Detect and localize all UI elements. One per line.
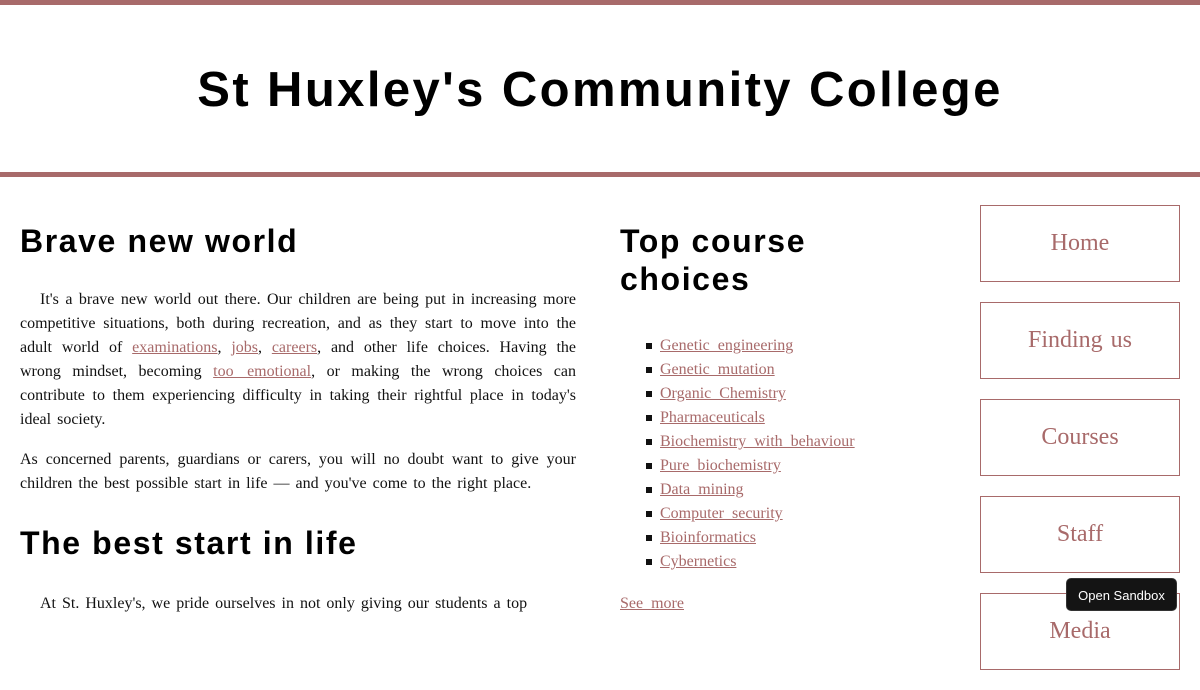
course-list-item bbox=[660, 358, 920, 382]
site-header bbox=[0, 5, 1200, 177]
side-navigation bbox=[980, 205, 1180, 690]
parents-paragraph: As concerned parents, guardians or carers, you will no doubt want to give your children the best possible start in life — and you've come to the right place. bbox=[20, 451, 576, 492]
link-jobs[interactable]: jobs bbox=[231, 339, 258, 356]
open-sandbox-button[interactable]: Open Sandbox bbox=[1066, 578, 1177, 611]
course-list-item bbox=[660, 502, 920, 526]
course-link-pharmaceuticals[interactable]: Pharmaceuticals bbox=[660, 409, 765, 426]
course-choices-heading: Top course choices bbox=[620, 223, 807, 297]
square-bullet-icon bbox=[646, 487, 652, 493]
nav-button-staff[interactable]: Staff bbox=[980, 496, 1180, 573]
course-list-item bbox=[660, 430, 920, 454]
link-careers[interactable]: careers bbox=[271, 339, 318, 356]
course-link-computer-security[interactable]: Computer security bbox=[660, 505, 783, 522]
intro-text-3: , bbox=[257, 339, 272, 356]
course-link-cybernetics[interactable]: Cybernetics bbox=[660, 553, 737, 570]
square-bullet-icon bbox=[646, 391, 652, 397]
course-list-item bbox=[660, 334, 920, 358]
course-link-genetic-mutation[interactable]: Genetic mutation bbox=[660, 361, 775, 378]
section-heading-best-start: The best start in life bbox=[20, 525, 358, 561]
course-list-item bbox=[660, 526, 920, 550]
link-too-emotional[interactable]: too emotional bbox=[213, 363, 312, 380]
course-list-item bbox=[660, 478, 920, 502]
site-title: St Huxley's Community College bbox=[197, 63, 1003, 117]
link-examinations[interactable]: examinations bbox=[132, 339, 218, 356]
course-link-biochemistry-with-behaviour[interactable]: Biochemistry with behaviour bbox=[660, 433, 855, 450]
square-bullet-icon bbox=[646, 415, 652, 421]
course-link-pure-biochemistry[interactable]: Pure biochemistry bbox=[660, 457, 781, 474]
intro-paragraph bbox=[20, 288, 576, 432]
see-more-link[interactable]: See more bbox=[620, 595, 684, 612]
course-list bbox=[620, 334, 920, 574]
nav-button-courses[interactable]: Courses bbox=[980, 399, 1180, 476]
intro-text-1: It's a brave new world out there. Our children are being put in increasing more competitive situations, both during recreation, and as they start to move into the adult world of bbox=[20, 291, 576, 356]
intro-text-5: , or making the wrong choices can contribute to them experiencing difficulty in taking their rightful place in today's ideal society. bbox=[20, 363, 576, 428]
nav-button-media[interactable]: Media bbox=[980, 593, 1180, 670]
nav-button-finding-us[interactable]: Finding us bbox=[980, 302, 1180, 379]
course-list-item bbox=[660, 550, 920, 574]
square-bullet-icon bbox=[646, 535, 652, 541]
square-bullet-icon bbox=[646, 463, 652, 469]
course-list-item bbox=[660, 382, 920, 406]
square-bullet-icon bbox=[646, 559, 652, 565]
intro-text-4: , and other life choices. Having the wrong mindset, becoming bbox=[20, 339, 577, 380]
course-list-item bbox=[660, 406, 920, 430]
pride-paragraph: At St. Huxley's, we pride ourselves in not only giving our students a top bbox=[40, 595, 528, 612]
square-bullet-icon bbox=[646, 511, 652, 517]
square-bullet-icon bbox=[646, 343, 652, 349]
course-link-organic-chemistry[interactable]: Organic Chemistry bbox=[660, 385, 786, 402]
course-link-bioinformatics[interactable]: Bioinformatics bbox=[660, 529, 756, 546]
main-content bbox=[20, 222, 576, 616]
square-bullet-icon bbox=[646, 439, 652, 445]
nav-button-home[interactable]: Home bbox=[980, 205, 1180, 282]
course-link-genetic-engineering[interactable]: Genetic engineering bbox=[660, 337, 794, 354]
course-list-item bbox=[660, 454, 920, 478]
square-bullet-icon bbox=[646, 367, 652, 373]
course-choices bbox=[620, 222, 920, 616]
intro-text-2: , bbox=[217, 339, 232, 356]
section-heading-brave-new-world: Brave new world bbox=[20, 223, 299, 259]
course-link-data-mining[interactable]: Data mining bbox=[660, 481, 744, 498]
